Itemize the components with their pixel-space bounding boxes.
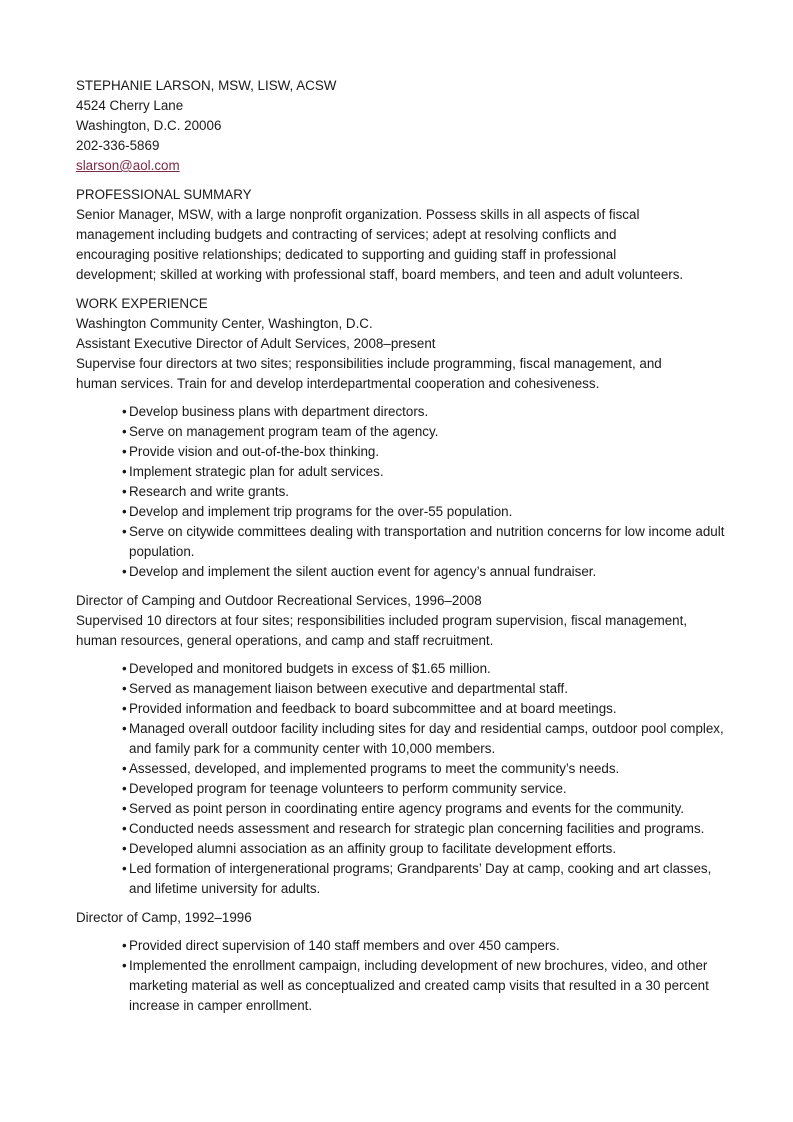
job-description: human resources, general operations, and camp and staff recruitment.: [76, 633, 494, 648]
bullet-icon: •: [122, 524, 127, 539]
list-item: [122, 659, 726, 679]
list-item: [122, 402, 726, 422]
bullet-text: Develop and implement the silent auction event for agency’s annual fundraiser.: [129, 564, 597, 579]
job-entry: [76, 908, 726, 1016]
list-item: [122, 679, 726, 699]
list-item: [122, 819, 726, 839]
job-title: Director of Camping and Outdoor Recreational Services, 1996–2008: [76, 593, 482, 608]
summary-heading: PROFESSIONAL SUMMARY: [76, 187, 252, 202]
experience-heading: WORK EXPERIENCE: [76, 296, 208, 311]
job-title: Assistant Executive Director of Adult Services, 2008–present: [76, 336, 436, 351]
job-bullet-list: [76, 402, 726, 582]
bullet-text: Implement strategic plan for adult services.: [129, 464, 384, 479]
bullet-icon: •: [122, 841, 127, 856]
summary-line: encouraging positive relationships; dedicated to supporting and guiding staff in professional: [76, 247, 617, 262]
summary-section: [76, 185, 726, 285]
contact-block: [76, 76, 726, 176]
bullet-icon: •: [122, 958, 127, 973]
bullet-icon: •: [122, 464, 127, 479]
bullet-icon: •: [122, 484, 127, 499]
bullet-text: Managed overall outdoor facility including sites for day and residential camps, outdoor pool complex, and family park for a community center with 10,000 members.: [129, 721, 724, 756]
bullet-text: Developed and monitored budgets in excess of $1.65 million.: [129, 661, 491, 676]
bullet-icon: •: [122, 701, 127, 716]
bullet-icon: •: [122, 424, 127, 439]
bullet-icon: •: [122, 721, 127, 736]
list-item: [122, 422, 726, 442]
job-bullet-list: [76, 936, 726, 1016]
bullet-text: Provided direct supervision of 140 staff members and over 450 campers.: [129, 938, 560, 953]
bullet-text: Serve on management program team of the agency.: [129, 424, 439, 439]
list-item: [122, 956, 726, 1016]
bullet-text: Develop business plans with department directors.: [129, 404, 429, 419]
summary-line: Senior Manager, MSW, with a large nonprofit organization. Possess skills in all aspects of fiscal: [76, 207, 640, 222]
list-item: [122, 799, 726, 819]
resume-page: [76, 76, 726, 1016]
employer-name: Washington Community Center, Washington, D.C.: [76, 316, 373, 331]
bullet-icon: •: [122, 564, 127, 579]
list-item: [122, 779, 726, 799]
job-title: Director of Camp, 1992–1996: [76, 910, 252, 925]
job-bullet-list: [76, 659, 726, 899]
list-item: [122, 442, 726, 462]
bullet-text: Served as point person in coordinating entire agency programs and events for the community.: [129, 801, 685, 816]
bullet-text: Conducted needs assessment and research for strategic plan concerning facilities and programs.: [129, 821, 705, 836]
list-item: [122, 502, 726, 522]
bullet-icon: •: [122, 404, 127, 419]
list-item: [122, 839, 726, 859]
bullet-text: Led formation of intergenerational programs; Grandparents’ Day at camp, cooking and art classes, and lifetime university for adults.: [129, 861, 712, 896]
bullet-icon: •: [122, 821, 127, 836]
bullet-icon: •: [122, 801, 127, 816]
city-state-zip: Washington, D.C. 20006: [76, 118, 222, 133]
bullet-text: Developed program for teenage volunteers to perform community service.: [129, 781, 567, 796]
list-item: [122, 462, 726, 482]
bullet-icon: •: [122, 504, 127, 519]
bullet-text: Provided information and feedback to board subcommittee and at board meetings.: [129, 701, 617, 716]
job-description: human services. Train for and develop interdepartmental cooperation and cohesiveness.: [76, 376, 600, 391]
list-item: [122, 562, 726, 582]
list-item: [122, 719, 726, 759]
bullet-icon: •: [122, 661, 127, 676]
bullet-text: Research and write grants.: [129, 484, 290, 499]
experience-section: [76, 294, 726, 1016]
bullet-icon: •: [122, 444, 127, 459]
list-item: [122, 936, 726, 956]
bullet-icon: •: [122, 761, 127, 776]
email-link[interactable]: slarson@aol.com: [76, 158, 180, 173]
list-item: [122, 859, 726, 899]
job-entry: [76, 334, 726, 582]
job-description: Supervise four directors at two sites; responsibilities include programming, fiscal management, and: [76, 356, 662, 371]
bullet-text: Developed alumni association as an affinity group to facilitate development efforts.: [129, 841, 617, 856]
bullet-text: Serve on citywide committees dealing with transportation and nutrition concerns for low income adult population.: [129, 524, 725, 559]
list-item: [122, 482, 726, 502]
summary-line: management including budgets and contracting of services; adept at resolving conflicts and: [76, 227, 617, 242]
job-entry: [76, 591, 726, 899]
street-address: 4524 Cherry Lane: [76, 98, 184, 113]
bullet-icon: •: [122, 938, 127, 953]
bullet-text: Provide vision and out-of-the-box thinking.: [129, 444, 380, 459]
job-description: Supervised 10 directors at four sites; responsibilities included program supervision, fiscal management,: [76, 613, 688, 628]
bullet-icon: •: [122, 681, 127, 696]
summary-line: development; skilled at working with professional staff, board members, and teen and adult volunteers.: [76, 267, 684, 282]
bullet-text: Develop and implement trip programs for the over-55 population.: [129, 504, 513, 519]
phone-number: 202-336-5869: [76, 138, 160, 153]
bullet-icon: •: [122, 861, 127, 876]
bullet-text: Implemented the enrollment campaign, including development of new brochures, video, and other marketing material as well as conceptualized and created camp visits that resulted in a 30 percent increase in camper enrollment.: [129, 958, 709, 1013]
list-item: [122, 522, 726, 562]
list-item: [122, 759, 726, 779]
bullet-icon: •: [122, 781, 127, 796]
list-item: [122, 699, 726, 719]
candidate-name: STEPHANIE LARSON, MSW, LISW, ACSW: [76, 78, 337, 93]
bullet-text: Served as management liaison between executive and departmental staff.: [129, 681, 568, 696]
bullet-text: Assessed, developed, and implemented programs to meet the community’s needs.: [129, 761, 620, 776]
